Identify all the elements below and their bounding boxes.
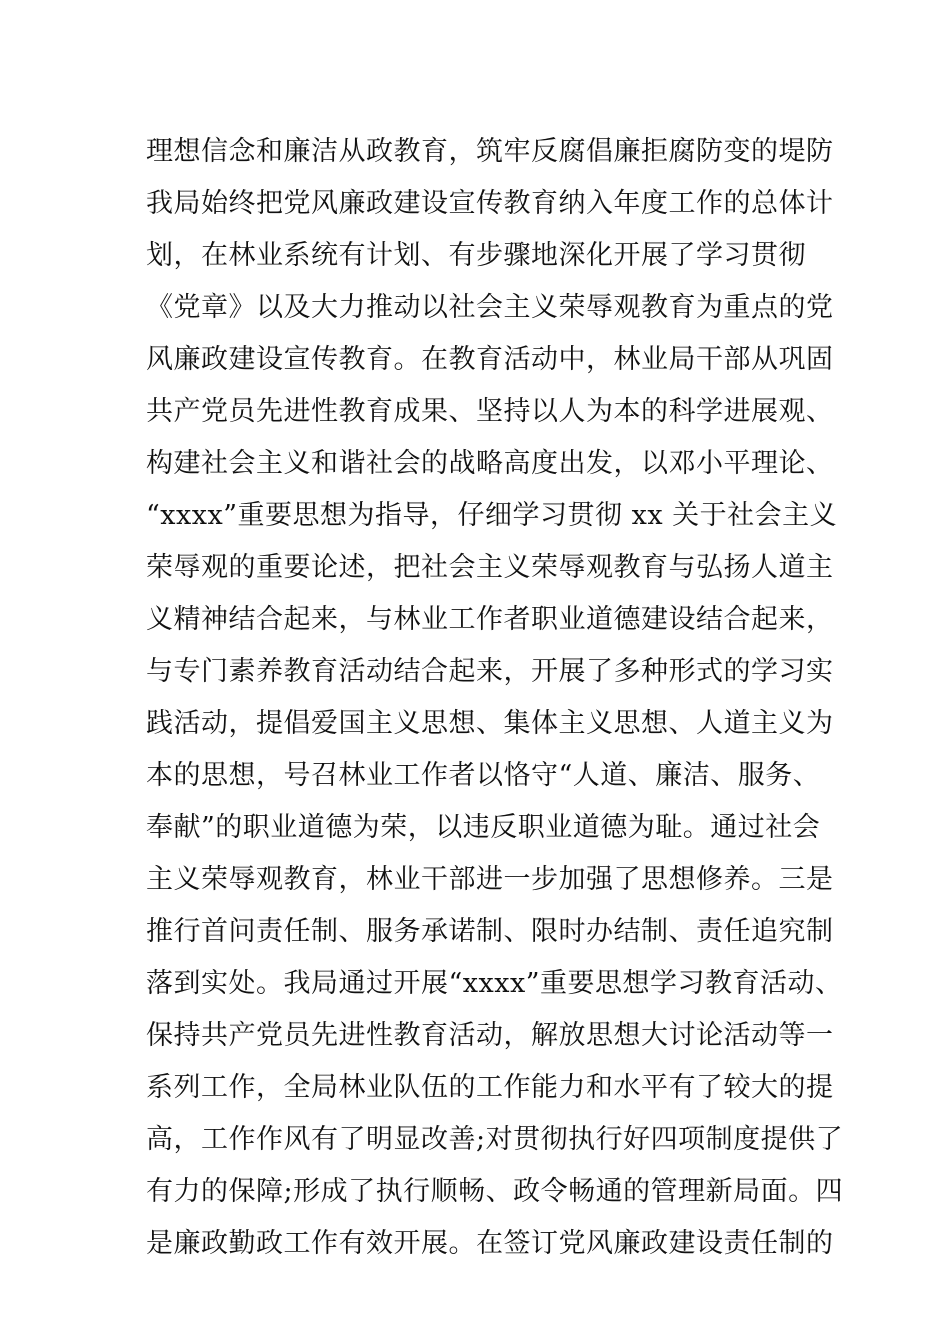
text-line: 理想信念和廉洁从政教育，筑牢反腐倡廉拒腐防变的堤防: [146, 136, 834, 167]
text-line: 主义荣辱观教育，林业干部进一步加强了思想修养。三是: [146, 864, 834, 895]
text-line: 我局始终把党风廉政建设宣传教育纳入年度工作的总体计: [146, 188, 834, 219]
text-line: 推行首问责任制、服务承诺制、限时办结制、责任追究制: [146, 916, 834, 947]
text-line: 划，在林业系统有计划、有步骤地深化开展了学习贯彻: [146, 240, 806, 271]
text-line: 落到实处。我局通过开展“xxxx”重要思想学习教育活动、: [146, 968, 843, 999]
text-line: 是廉政勤政工作有效开展。在签订党风廉政建设责任制的: [146, 1228, 834, 1259]
text-line: 高，工作作风有了明显改善;对贯彻执行好四项制度提供了: [146, 1124, 844, 1155]
text-line: 系列工作，全局林业队伍的工作能力和水平有了较大的提: [146, 1072, 834, 1103]
text-line: 本的思想，号召林业工作者以恪守“人道、廉洁、服务、: [146, 760, 821, 791]
text-line: 保持共产党员先进性教育活动，解放思想大讨论活动等一: [146, 1020, 834, 1051]
text-line: 践活动，提倡爱国主义思想、集体主义思想、人道主义为: [146, 708, 834, 739]
text-line: “xxxx”重要思想为指导，仔细学习贯彻 xx 关于社会主义: [146, 500, 838, 531]
text-line: 构建社会主义和谐社会的战略高度出发，以邓小平理论、: [146, 448, 834, 479]
text-line: 有力的保障;形成了执行顺畅、政令畅通的管理新局面。四: [146, 1176, 844, 1207]
text-line: 风廉政建设宣传教育。在教育活动中，林业局干部从巩固: [146, 344, 834, 375]
text-line: 义精神结合起来，与林业工作者职业道德建设结合起来，: [146, 604, 834, 635]
text-line: 与专门素养教育活动结合起来，开展了多种形式的学习实: [146, 656, 834, 687]
text-line: 荣辱观的重要论述，把社会主义荣辱观教育与弘扬人道主: [146, 552, 834, 583]
text-line: 《党章》以及大力推动以社会主义荣辱观教育为重点的党: [146, 292, 834, 323]
document-body-text: [146, 126, 844, 1270]
text-line: 共产党员先进性教育成果、坚持以人为本的科学进展观、: [146, 396, 834, 427]
text-line: 奉献”的职业道德为荣，以违反职业道德为耻。通过社会: [146, 812, 821, 843]
